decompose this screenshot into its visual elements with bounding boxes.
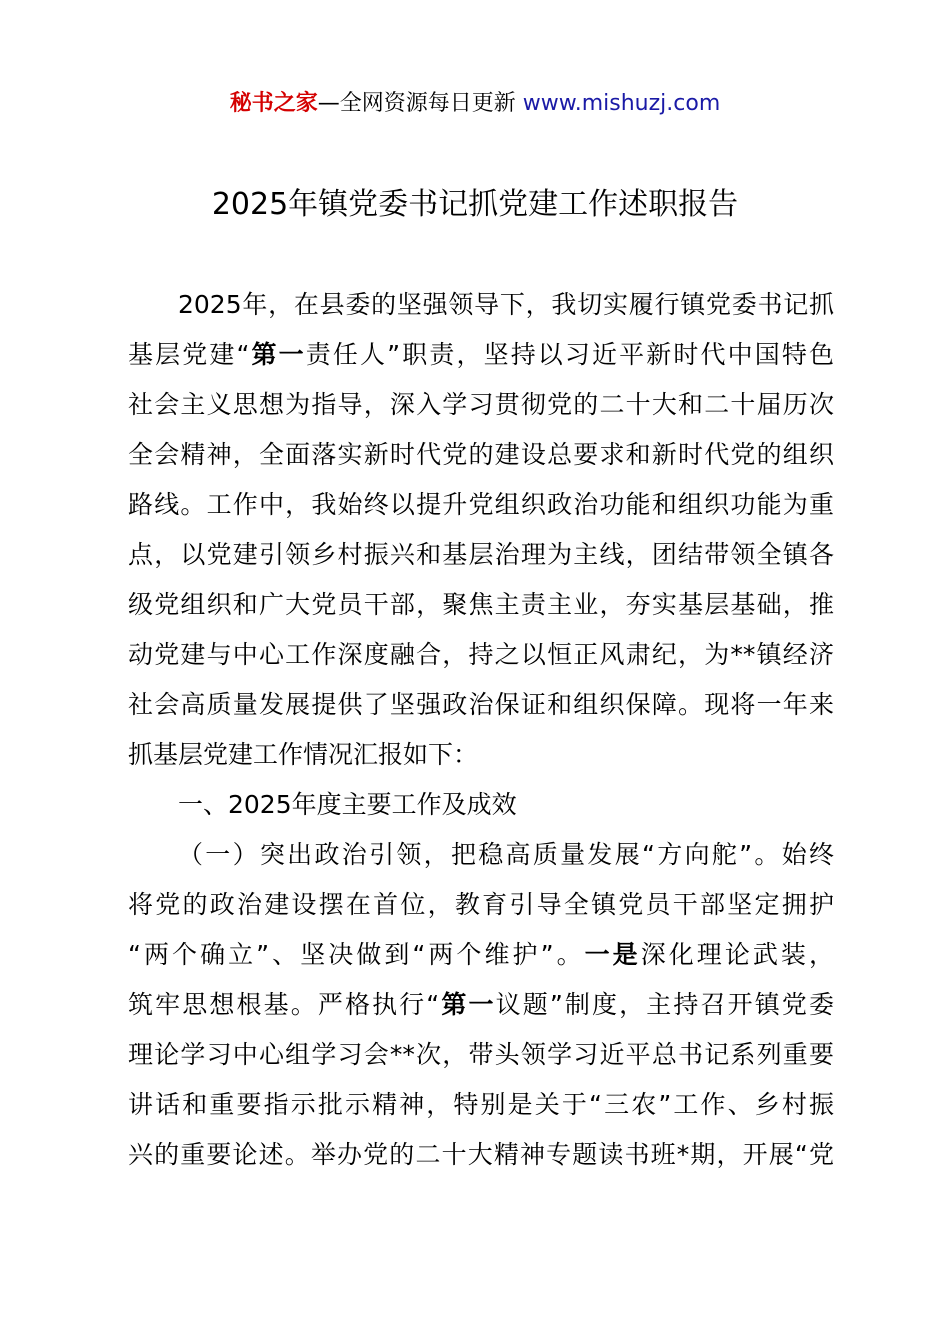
brand-name: 秘书之家	[229, 91, 318, 116]
text-line: 社会主义思想为指导，深入学习贯彻党的二十大和二十届历次	[128, 390, 834, 419]
text-line: 兴的重要论述。举办党的二十大精神专题读书班*期，开展“党	[128, 1140, 834, 1169]
text-line: 全会精神，全面落实新时代党的建设总要求和新时代党的组织	[128, 440, 834, 469]
text-line	[128, 930, 834, 980]
site-header	[0, 88, 950, 120]
text-line: 理论学习中心组学习会**次，带头领学习近平总书记系列重要	[128, 1040, 834, 1069]
text-line	[128, 330, 834, 380]
text-segment: 责任人”职责，坚持以习近平新时代中国特色	[305, 340, 834, 369]
header-url[interactable]: www.mishuzj.com	[522, 91, 721, 116]
text-segment: 深化理论武装，	[640, 940, 834, 969]
text-line: 抓基层党建工作情况汇报如下：	[128, 740, 479, 769]
text-line: 2025年，在县委的坚强领导下，我切实履行镇党委书记抓	[178, 290, 834, 319]
document-title: 2025年镇党委书记抓党建工作述职报告	[211, 187, 739, 222]
bold-text: 第一	[439, 990, 496, 1019]
bold-text: 第一	[249, 340, 306, 369]
text-line: （一）突出政治引领，把稳高质量发展“方向舵”。始终	[178, 840, 834, 869]
section-heading: 一、2025年度主要工作及成效	[178, 790, 517, 819]
text-segment: 基层党建“	[128, 340, 250, 369]
text-segment: “两个确立”、坚决做到“两个维护”。	[128, 940, 585, 969]
text-line: 社会高质量发展提供了坚强政治保证和组织保障。现将一年来	[128, 690, 834, 719]
text-segment: 议题”制度，主持召开镇党委	[495, 990, 834, 1019]
text-segment: 筑牢思想根基。严格执行“	[128, 990, 440, 1019]
text-line: 讲话和重要指示批示精神，特别是关于“三农”工作、乡村振	[128, 1090, 834, 1119]
text-line: 动党建与中心工作深度融合，持之以恒正风肃纪，为**镇经济	[128, 640, 834, 669]
text-line: 将党的政治建设摆在首位，教育引导全镇党员干部坚定拥护	[128, 890, 834, 919]
text-line: 路线。工作中，我始终以提升党组织政治功能和组织功能为重	[128, 490, 834, 519]
text-line: 点，以党建引领乡村振兴和基层治理为主线，团结带领全镇各	[128, 540, 834, 569]
header-tagline: —全网资源每日更新	[317, 91, 516, 116]
text-line	[128, 980, 834, 1030]
text-line: 级党组织和广大党员干部，聚焦主责主业，夯实基层基础，推	[128, 590, 834, 619]
bold-text: 一是	[584, 940, 641, 969]
